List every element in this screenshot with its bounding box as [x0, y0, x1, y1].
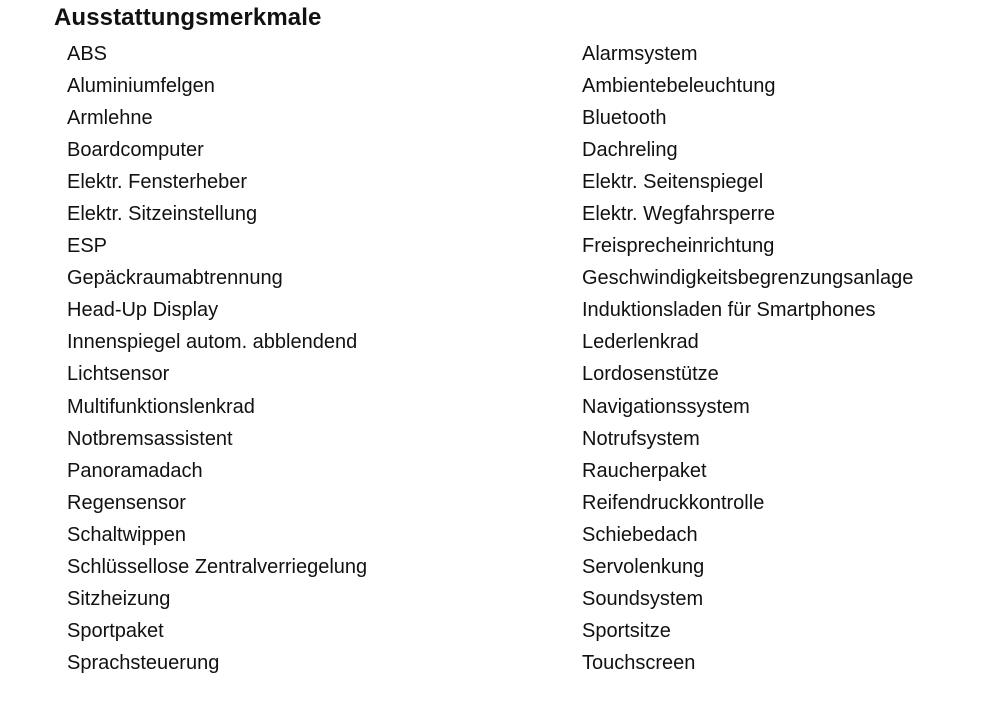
feature-item: Regensensor — [67, 491, 186, 514]
feature-item: Bluetooth — [582, 107, 667, 130]
feature-item: Soundsystem — [582, 587, 704, 610]
feature-item: Panoramadach — [67, 459, 203, 482]
feature-item: Boardcomputer — [67, 139, 204, 162]
feature-item: Geschwindigkeitsbegrenzungsanlage — [582, 267, 914, 290]
feature-item: Elektr. Seitenspiegel — [582, 171, 764, 194]
feature-item: Innenspiegel autom. abblendend — [67, 331, 358, 354]
feature-item: Servolenkung — [582, 555, 705, 578]
feature-item: ABS — [67, 43, 108, 65]
feature-item: Notbremsassistent — [67, 427, 233, 450]
feature-item: Lordosenstütze — [582, 363, 719, 386]
feature-item: Freisprecheinrichtung — [582, 235, 775, 258]
feature-item: Elektr. Fensterheber — [67, 171, 248, 194]
feature-item: Notrufsystem — [582, 427, 700, 450]
feature-item: Sportpaket — [67, 619, 164, 642]
feature-item: Schlüssellose Zentralverriegelung — [67, 555, 368, 578]
feature-item: Navigationssystem — [582, 395, 750, 418]
features-list — [67, 38, 987, 679]
feature-item: Multifunktionslenkrad — [67, 395, 255, 418]
feature-item: Touchscreen — [582, 651, 696, 674]
feature-item: Elektr. Sitzeinstellung — [67, 203, 258, 226]
feature-item: Reifendruckkontrolle — [582, 491, 765, 514]
feature-item: Schiebedach — [582, 523, 698, 546]
feature-item: Armlehne — [67, 107, 153, 130]
feature-item: Gepäckraumabtrennung — [67, 267, 283, 290]
feature-item: Aluminiumfelgen — [67, 75, 215, 98]
section-title: Ausstattungsmerkmale — [54, 4, 322, 31]
feature-item: Dachreling — [582, 139, 678, 162]
feature-item: Sitzheizung — [67, 587, 171, 610]
feature-item: Lederlenkrad — [582, 331, 699, 354]
feature-item: Ambientebeleuchtung — [582, 75, 776, 98]
feature-item: Sprachsteuerung — [67, 651, 220, 674]
feature-item: Elektr. Wegfahrsperre — [582, 203, 776, 226]
feature-item: Schaltwippen — [67, 523, 186, 546]
feature-item: Alarmsystem — [582, 43, 698, 65]
feature-item: ESP — [67, 235, 108, 258]
feature-item: Induktionsladen für Smartphones — [582, 299, 876, 322]
feature-item: Lichtsensor — [67, 363, 170, 386]
feature-item: Head-Up Display — [67, 299, 219, 322]
feature-item: Raucherpaket — [582, 459, 707, 482]
feature-item: Sportsitze — [582, 619, 671, 642]
